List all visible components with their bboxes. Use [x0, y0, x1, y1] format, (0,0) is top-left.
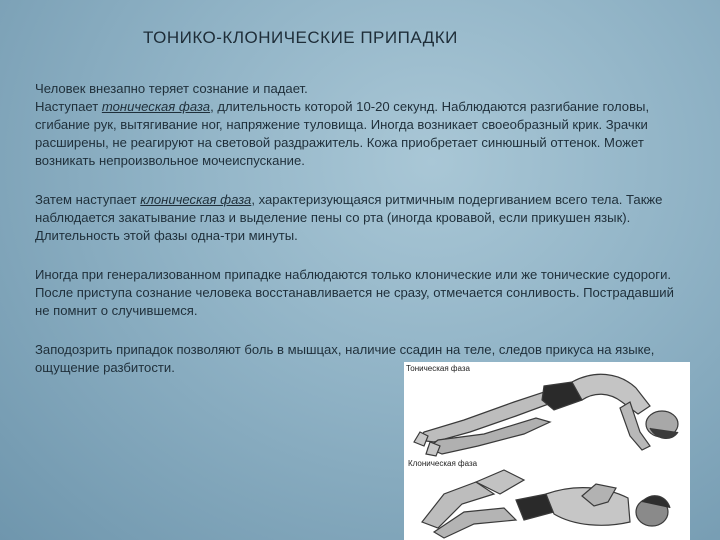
paragraph-clonic-phase: [35, 191, 683, 245]
term-tonic-phase: тоническая фаза: [101, 99, 211, 114]
term-clonic-phase: клоническая фаза: [140, 192, 252, 207]
paragraph-line: Человек внезапно теряет сознание и падает.: [35, 81, 308, 96]
seizure-phases-figure: [404, 362, 690, 540]
paragraph-suspect: Заподозрить припадок позволяют боль в мышцах, наличие ссадин на теле, следов прикуса на языке, ощущение разбитости.: [35, 342, 655, 375]
slide-title: ТОНИКО-КЛОНИЧЕСКИЕ ПРИПАДКИ: [143, 28, 458, 47]
paragraph-generalized: Иногда при генерализованном припадке наблюдаются только клонические или же тонические судороги. После приступа сознание человека восстанавливается не сразу, отмечается сонливость. Пострадавший не помнит о случившемся.: [35, 267, 674, 318]
paragraph-text: Затем наступает: [35, 192, 141, 207]
paragraph-text: , характеризующаяся ритмичным подергиванием всего тела. Также наблюдается закатывание глаз и выделение пены со рта (иногда кровавой, если прикушен язык). Длительность этой фазы одна-три минуты.: [35, 192, 663, 243]
clonic-phase-figure: [422, 470, 670, 538]
tonic-phase-figure: [414, 374, 678, 456]
paragraph-text: , длительность которой 10-20 секунд. Наблюдаются разгибание головы, сгибание рук, вытягивание ног, напряжение туловища. Иногда возникает своеобразный крик. Зрачки расширены, не реагируют на световой раздражитель. Кожа приобретает синюшный оттенок. Может возникать непроизвольное мочеиспускание.: [35, 99, 650, 168]
body-text: [35, 80, 683, 398]
caption-clonic-phase: Клоническая фаза: [408, 459, 478, 468]
caption-tonic-phase: Тоническая фаза: [406, 364, 470, 373]
paragraph-tonic-phase: [35, 80, 683, 170]
paragraph-text: Наступает: [35, 99, 102, 114]
seizure-illustration: [404, 362, 690, 540]
